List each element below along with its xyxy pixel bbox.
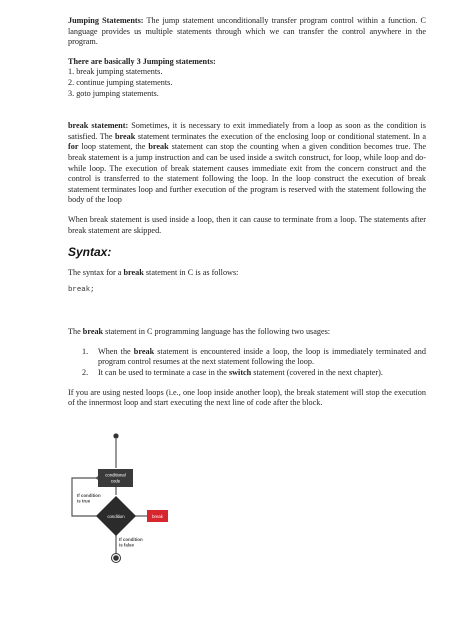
- true-label-line-2: is true: [77, 498, 91, 504]
- syntax-text: The syntax for a break statement in C is as follows:: [68, 268, 239, 278]
- skip-paragraph: When break statement is used inside a loop, then it can cause to terminate from a loop. The statements after break statement are skipped.: [68, 214, 426, 235]
- types-heading: There are basically 3 Jumping statements:: [68, 56, 216, 66]
- false-label-line-2: is false: [119, 542, 134, 548]
- list-item: 1. break jumping statements.: [68, 67, 163, 77]
- syntax-heading: Syntax:: [68, 245, 112, 260]
- intro-heading: Jumping Statements:: [68, 16, 144, 25]
- box-label-line-2: code: [110, 478, 121, 484]
- list-item: 1. When the break statement is encountered inside a loop, the loop is immediately terminated and program control resumes at the next statement following the loop.: [82, 346, 426, 367]
- break-heading: break statement:: [68, 121, 129, 131]
- end-node-core-icon: [113, 555, 119, 561]
- code-snippet: break;: [68, 285, 95, 294]
- diamond-label: condition: [107, 514, 125, 519]
- break-paragraph: break statement: Sometimes, it is necessary to exit immediately from a loop as soon as the condition is satisfied. The break statement terminates the execution of the enclosing loop or conditional statement. In a for loop statement, the break statement can stop the counting when a given condition becomes true. The break statement is a jump instruction and can be used inside a switch construct, for loop, while loop and do-while loop. The execution of break statement causes immediate exit from the concern construct and the control is transferred to the statement following the loop. In the loop construct the execution of break statement terminates loop and further execution of the program is reserved with the statement following the body of the loop: [68, 121, 426, 205]
- list-item: 3. goto jumping statements.: [68, 88, 159, 98]
- usages-intro: The break statement in C programming language has the following two usages:: [68, 327, 331, 337]
- nested-paragraph: If you are using nested loops (i.e., one loop inside another loop), the break statement will stop the execution of the innermost loop and start executing the next line of code after the block.: [68, 387, 426, 408]
- list-item: 2. continue jumping statements.: [68, 77, 173, 87]
- false-label-line-1: If condition: [119, 537, 143, 542]
- break-label: break: [152, 513, 163, 519]
- box-label-line-1: conditional: [105, 472, 126, 478]
- true-label-line-1: If condition: [77, 493, 101, 498]
- start-node-icon: [113, 433, 118, 438]
- intro-text: The jump statement unconditionally transfer program control within a function. C language provides us multiple statements through which we can transfer the control anywhere in the program.: [68, 16, 426, 47]
- list-item: 2. It can be used to terminate a case in the switch statement (covered in the next chapter).: [82, 368, 383, 378]
